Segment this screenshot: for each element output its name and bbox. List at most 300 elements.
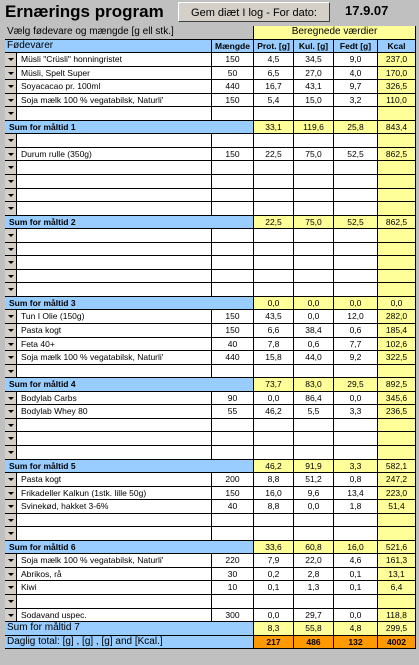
sum-label: Sum for måltid 1 [5, 121, 254, 135]
quantity-input[interactable]: 150 [212, 324, 254, 338]
food-dropdown-icon[interactable] [5, 256, 17, 270]
quantity-input[interactable]: 10 [212, 581, 254, 595]
quantity-input[interactable] [212, 527, 254, 541]
prot-value: 6,5 [254, 67, 294, 81]
prot-value: 0,0 [254, 392, 294, 406]
table-row [0, 473, 419, 487]
kcal-value: 322,5 [378, 351, 416, 365]
kcal-value: 862,5 [378, 216, 416, 230]
food-cell[interactable]: Durum rulle (350g) [17, 148, 212, 162]
food-dropdown-icon[interactable] [5, 67, 17, 81]
food-dropdown-icon[interactable] [5, 283, 17, 297]
kcal-value: 170,0 [378, 67, 416, 81]
fedt-value [334, 432, 378, 446]
quantity-input[interactable]: 200 [212, 473, 254, 487]
fedt-value: 9,0 [334, 53, 378, 67]
food-cell[interactable] [17, 283, 212, 297]
kul-value: 29,7 [294, 609, 334, 623]
total-kul: 486 [294, 636, 334, 650]
food-cell[interactable] [17, 202, 212, 216]
food-cell[interactable] [17, 229, 212, 243]
food-cell[interactable] [17, 107, 212, 121]
quantity-input[interactable] [212, 189, 254, 203]
sum-kcal: 299,5 [378, 622, 416, 636]
food-cell[interactable]: Pasta kogt [17, 473, 212, 487]
quantity-input[interactable] [212, 256, 254, 270]
table-row [0, 514, 419, 528]
kul-value [294, 229, 334, 243]
kcal-value [378, 134, 416, 148]
table-row [0, 53, 419, 67]
prot-value: 16,7 [254, 80, 294, 94]
quantity-input[interactable]: 220 [212, 554, 254, 568]
kcal-value: 843,4 [378, 121, 416, 135]
prot-value [254, 270, 294, 284]
food-cell[interactable] [17, 243, 212, 257]
prot-value: 0,2 [254, 568, 294, 582]
fedt-value: 25,8 [334, 121, 378, 135]
food-dropdown-icon[interactable] [5, 473, 17, 487]
kul-value [294, 419, 334, 433]
food-cell[interactable] [17, 175, 212, 189]
quantity-input[interactable]: 55 [212, 405, 254, 419]
kul-value: 2,8 [294, 568, 334, 582]
table-row [0, 351, 419, 365]
kul-value: 5,5 [294, 405, 334, 419]
prot-value: 16,0 [254, 487, 294, 501]
kul-value: 91,9 [294, 460, 334, 474]
sum-row [0, 460, 419, 474]
prot-value: 5,4 [254, 94, 294, 108]
app-title: Ernærings program [5, 2, 164, 21]
kcal-value [378, 202, 416, 216]
food-cell[interactable] [17, 514, 212, 528]
kcal-value: 161,3 [378, 554, 416, 568]
sum-kul: 55,8 [294, 622, 334, 636]
quantity-input[interactable]: 40 [212, 500, 254, 514]
kcal-value: 110,0 [378, 94, 416, 108]
table-row [0, 338, 419, 352]
sum-label: Sum for måltid 5 [5, 460, 254, 474]
kul-value: 27,0 [294, 67, 334, 81]
sum-row [0, 541, 419, 555]
kul-value [294, 189, 334, 203]
kcal-value [378, 161, 416, 175]
fedt-value [334, 243, 378, 257]
food-dropdown-icon[interactable] [5, 527, 17, 541]
table-row [0, 487, 419, 501]
kcal-value [378, 595, 416, 609]
sum-row [0, 121, 419, 135]
food-dropdown-icon[interactable] [5, 405, 17, 419]
food-cell[interactable] [17, 446, 212, 460]
food-dropdown-icon[interactable] [5, 243, 17, 257]
prot-value [254, 134, 294, 148]
food-cell[interactable]: Soyacacao pr. 100ml [17, 80, 212, 94]
prot-value [254, 446, 294, 460]
table-row [0, 161, 419, 175]
food-dropdown-icon[interactable] [5, 419, 17, 433]
diet-table [0, 26, 419, 649]
food-dropdown-icon[interactable] [5, 107, 17, 121]
daily-total-label: Daglig total: [g] , [g] , [g] and [Kcal.] [5, 636, 254, 650]
table-row [0, 229, 419, 243]
fedt-value [334, 419, 378, 433]
quantity-input[interactable] [212, 243, 254, 257]
food-dropdown-icon[interactable] [5, 568, 17, 582]
fedt-value: 0,0 [334, 392, 378, 406]
food-cell[interactable]: Müsli, Spelt Super [17, 67, 212, 81]
food-cell[interactable]: Abrikos, rå [17, 568, 212, 582]
quantity-input[interactable] [212, 134, 254, 148]
kul-value: 83,0 [294, 378, 334, 392]
prot-value [254, 432, 294, 446]
sum-prot: 8,3 [254, 622, 294, 636]
table-row [0, 283, 419, 297]
daily-total-row [0, 636, 419, 650]
kul-value [294, 161, 334, 175]
table-body [0, 53, 419, 622]
table-row [0, 392, 419, 406]
prot-value [254, 243, 294, 257]
fedt-value [334, 161, 378, 175]
food-cell[interactable] [17, 189, 212, 203]
food-dropdown-icon[interactable] [5, 148, 17, 162]
kul-value: 1,3 [294, 581, 334, 595]
food-dropdown-icon[interactable] [5, 514, 17, 528]
prot-value [254, 365, 294, 379]
table-row [0, 310, 419, 324]
total-fedt: 132 [334, 636, 378, 650]
food-cell[interactable]: Bodylab Carbs [17, 392, 212, 406]
fedt-value: 13,4 [334, 487, 378, 501]
quantity-input[interactable]: 150 [212, 94, 254, 108]
food-cell[interactable] [17, 419, 212, 433]
food-dropdown-icon[interactable] [5, 595, 17, 609]
sum-row [0, 216, 419, 230]
save-log-button[interactable]: Gem diæt I log - For dato: [178, 2, 330, 22]
fedt-value: 0,6 [334, 324, 378, 338]
food-cell[interactable] [17, 270, 212, 284]
kul-value: 44,0 [294, 351, 334, 365]
kcal-value [378, 189, 416, 203]
kul-value [294, 432, 334, 446]
total-kcal: 4002 [378, 636, 416, 650]
kcal-value [378, 446, 416, 460]
prot-value: 22,5 [254, 148, 294, 162]
food-cell[interactable]: Soja mælk 100 % vegatabilsk, Naturli' [17, 554, 212, 568]
quantity-input[interactable]: 90 [212, 392, 254, 406]
food-dropdown-icon[interactable] [5, 134, 17, 148]
kul-value [294, 243, 334, 257]
fedt-value [334, 446, 378, 460]
food-cell[interactable]: Müsli "Crüsli" honningristet [17, 53, 212, 67]
quantity-input[interactable]: 440 [212, 351, 254, 365]
fedt-value: 9,7 [334, 80, 378, 94]
kul-value: 51,2 [294, 473, 334, 487]
food-dropdown-icon[interactable] [5, 189, 17, 203]
prot-value: 73,7 [254, 378, 294, 392]
column-header-fedt: Fedt [g] [334, 40, 378, 54]
prot-value [254, 514, 294, 528]
quantity-input[interactable] [212, 283, 254, 297]
kcal-value: 345,6 [378, 392, 416, 406]
sum-label: Sum for måltid 4 [5, 378, 254, 392]
prot-value: 46,2 [254, 460, 294, 474]
quantity-input[interactable]: 40 [212, 338, 254, 352]
kul-value: 60,8 [294, 541, 334, 555]
header-row-2 [0, 40, 419, 54]
quantity-input[interactable]: 150 [212, 487, 254, 501]
food-dropdown-icon[interactable] [5, 432, 17, 446]
fedt-value: 16,0 [334, 541, 378, 555]
prot-value: 0,1 [254, 581, 294, 595]
food-dropdown-icon[interactable] [5, 338, 17, 352]
food-cell[interactable] [17, 134, 212, 148]
fedt-value: 3,3 [334, 460, 378, 474]
prot-value [254, 419, 294, 433]
prot-value: 43,5 [254, 310, 294, 324]
fedt-value [334, 202, 378, 216]
kcal-value: 6,4 [378, 581, 416, 595]
table-row [0, 554, 419, 568]
kcal-value: 13,1 [378, 568, 416, 582]
kcal-value: 521,6 [378, 541, 416, 555]
sum-label: Sum for måltid 7 [5, 622, 254, 636]
column-header-kcal: Kcal [378, 40, 416, 54]
select-food-label: Vælg fødevare og mængde [g ell stk.] [5, 26, 254, 40]
prot-value [254, 229, 294, 243]
log-date[interactable]: 17.9.07 [345, 3, 389, 18]
food-dropdown-icon[interactable] [5, 310, 17, 324]
column-header-prot: Prot. [g] [254, 40, 294, 54]
quantity-input[interactable] [212, 365, 254, 379]
table-row [0, 500, 419, 514]
prot-value: 22,5 [254, 216, 294, 230]
quantity-input[interactable]: 30 [212, 568, 254, 582]
quantity-input[interactable] [212, 202, 254, 216]
food-cell[interactable] [17, 432, 212, 446]
prot-value: 6,6 [254, 324, 294, 338]
kcal-value [378, 256, 416, 270]
food-dropdown-icon[interactable] [5, 94, 17, 108]
kcal-value: 236,5 [378, 405, 416, 419]
quantity-input[interactable] [212, 432, 254, 446]
prot-value: 7,9 [254, 554, 294, 568]
food-cell[interactable] [17, 256, 212, 270]
kul-value: 75,0 [294, 148, 334, 162]
kul-value [294, 256, 334, 270]
table-row [0, 202, 419, 216]
kul-value [294, 365, 334, 379]
header-row-1 [0, 26, 419, 40]
prot-value: 8,8 [254, 473, 294, 487]
kcal-value: 118,8 [378, 609, 416, 623]
prot-value [254, 107, 294, 121]
kul-value [294, 107, 334, 121]
kul-value: 75,0 [294, 216, 334, 230]
food-cell[interactable]: Sodavand uspec. [17, 609, 212, 623]
kcal-value: 892,5 [378, 378, 416, 392]
fedt-value: 4,6 [334, 554, 378, 568]
table-row [0, 148, 419, 162]
food-dropdown-icon[interactable] [5, 202, 17, 216]
kul-value: 9,6 [294, 487, 334, 501]
food-dropdown-icon[interactable] [5, 161, 17, 175]
food-cell[interactable]: Bodylab Whey 80 [17, 405, 212, 419]
kul-value: 86,4 [294, 392, 334, 406]
quantity-input[interactable] [212, 161, 254, 175]
table-row [0, 80, 419, 94]
table-row [0, 243, 419, 257]
fedt-value [334, 270, 378, 284]
quantity-input[interactable] [212, 270, 254, 284]
fedt-value: 0,1 [334, 568, 378, 582]
table-row [0, 365, 419, 379]
kcal-value: 282,0 [378, 310, 416, 324]
kcal-value: 51,4 [378, 500, 416, 514]
prot-value [254, 189, 294, 203]
total-prot: 217 [254, 636, 294, 650]
prot-value [254, 595, 294, 609]
kcal-value [378, 432, 416, 446]
kcal-value: 862,5 [378, 148, 416, 162]
sum-label: Sum for måltid 3 [5, 297, 254, 311]
kcal-value [378, 283, 416, 297]
food-dropdown-icon[interactable] [5, 365, 17, 379]
kul-value: 22,0 [294, 554, 334, 568]
kcal-value: 326,5 [378, 80, 416, 94]
fedt-value [334, 189, 378, 203]
kcal-value: 237,0 [378, 53, 416, 67]
kcal-value [378, 243, 416, 257]
food-dropdown-icon[interactable] [5, 175, 17, 189]
quantity-input[interactable] [212, 107, 254, 121]
table-row [0, 107, 419, 121]
quantity-input[interactable] [212, 514, 254, 528]
food-dropdown-icon[interactable] [5, 324, 17, 338]
kul-value: 0,0 [294, 500, 334, 514]
quantity-input[interactable] [212, 595, 254, 609]
food-cell[interactable] [17, 527, 212, 541]
food-dropdown-icon[interactable] [5, 487, 17, 501]
food-dropdown-icon[interactable] [5, 581, 17, 595]
food-dropdown-icon[interactable] [5, 229, 17, 243]
sum-row [0, 297, 419, 311]
table-row [0, 609, 419, 623]
quantity-input[interactable] [212, 446, 254, 460]
food-cell[interactable]: Soja mælk 100 % vegatabilsk, Naturli' [17, 351, 212, 365]
kcal-value: 0,0 [378, 297, 416, 311]
prot-value: 15,8 [254, 351, 294, 365]
fedt-value: 29,5 [334, 378, 378, 392]
quantity-input[interactable] [212, 175, 254, 189]
kul-value: 15,0 [294, 94, 334, 108]
quantity-input[interactable]: 150 [212, 148, 254, 162]
app-header [0, 0, 419, 26]
kcal-value: 582,1 [378, 460, 416, 474]
kul-value [294, 446, 334, 460]
food-cell[interactable] [17, 365, 212, 379]
column-header-qty: Mængde [212, 40, 254, 54]
kul-value [294, 595, 334, 609]
kul-value [294, 283, 334, 297]
fedt-value: 0,0 [334, 609, 378, 623]
food-cell[interactable]: Tun I Olie (150g) [17, 310, 212, 324]
food-cell[interactable]: Soja mælk 100 % vegatabilsk, Naturli' [17, 94, 212, 108]
kcal-value [378, 229, 416, 243]
food-dropdown-icon[interactable] [5, 609, 17, 623]
quantity-input[interactable]: 150 [212, 53, 254, 67]
prot-value [254, 175, 294, 189]
kul-value: 0,0 [294, 297, 334, 311]
food-dropdown-icon[interactable] [5, 392, 17, 406]
kul-value [294, 175, 334, 189]
fedt-value [334, 256, 378, 270]
kul-value [294, 202, 334, 216]
table-row [0, 419, 419, 433]
kul-value [294, 514, 334, 528]
food-cell[interactable]: Kiwi [17, 581, 212, 595]
food-cell[interactable]: Feta 40+ [17, 338, 212, 352]
food-dropdown-icon[interactable] [5, 53, 17, 67]
quantity-input[interactable]: 150 [212, 310, 254, 324]
food-cell[interactable]: Pasta kogt [17, 324, 212, 338]
prot-value [254, 202, 294, 216]
food-cell[interactable] [17, 161, 212, 175]
food-dropdown-icon[interactable] [5, 270, 17, 284]
food-dropdown-icon[interactable] [5, 446, 17, 460]
kcal-value [378, 175, 416, 189]
fedt-value: 52,5 [334, 148, 378, 162]
food-dropdown-icon[interactable] [5, 80, 17, 94]
sum-label: Sum for måltid 2 [5, 216, 254, 230]
fedt-value [334, 175, 378, 189]
fedt-value: 0,0 [334, 297, 378, 311]
food-dropdown-icon[interactable] [5, 554, 17, 568]
kcal-value: 185,4 [378, 324, 416, 338]
quantity-input[interactable]: 300 [212, 609, 254, 623]
fedt-value [334, 365, 378, 379]
sum-fedt: 4,8 [334, 622, 378, 636]
quantity-input[interactable]: 440 [212, 80, 254, 94]
fedt-value: 3,2 [334, 94, 378, 108]
food-dropdown-icon[interactable] [5, 351, 17, 365]
kul-value: 0,0 [294, 310, 334, 324]
table-row [0, 432, 419, 446]
kul-value: 0,6 [294, 338, 334, 352]
kcal-value [378, 514, 416, 528]
quantity-input[interactable] [212, 229, 254, 243]
quantity-input[interactable] [212, 419, 254, 433]
food-cell[interactable]: Frikadeller Kalkun (1stk. lille 50g) [17, 487, 212, 501]
kul-value: 38,4 [294, 324, 334, 338]
table-row [0, 405, 419, 419]
kcal-value [378, 107, 416, 121]
food-dropdown-icon[interactable] [5, 500, 17, 514]
kcal-value [378, 419, 416, 433]
food-cell[interactable]: Svinekød, hakket 3-6% [17, 500, 212, 514]
prot-value [254, 161, 294, 175]
kcal-value [378, 365, 416, 379]
sum-row [0, 378, 419, 392]
quantity-input[interactable]: 50 [212, 67, 254, 81]
food-cell[interactable] [17, 595, 212, 609]
fedt-value [334, 134, 378, 148]
kul-value: 119,6 [294, 121, 334, 135]
fedt-value: 4,0 [334, 67, 378, 81]
kcal-value: 223,0 [378, 487, 416, 501]
